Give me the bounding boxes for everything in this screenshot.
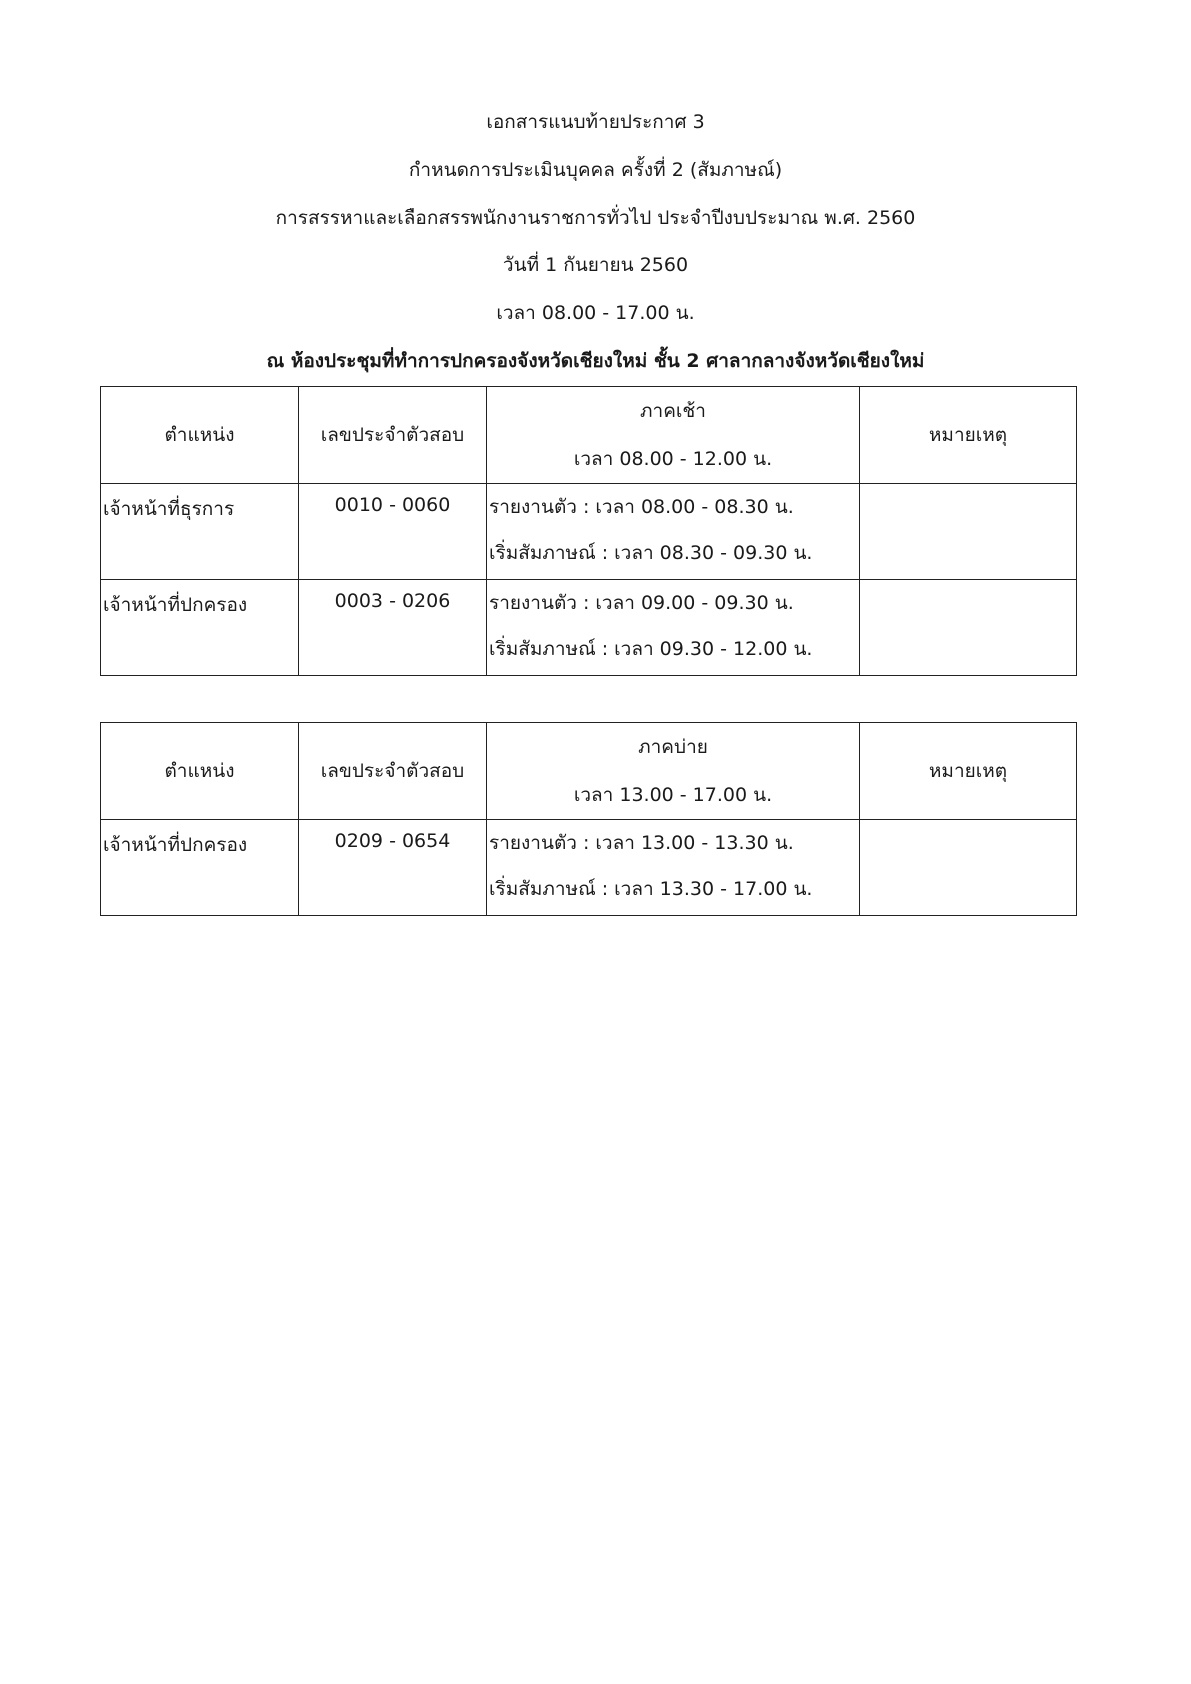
col-header-exam-id: เลขประจำตัวสอบ — [299, 387, 487, 484]
session-name: ภาคบ่าย — [638, 736, 708, 758]
remarks-cell — [860, 580, 1077, 676]
table-header-row — [101, 387, 1077, 484]
col-header-exam-id: เลขประจำตัวสอบ — [299, 723, 487, 820]
remarks-cell — [860, 820, 1077, 916]
report-time: รายงานตัว : เวลา 13.00 - 13.30 น. — [489, 832, 794, 854]
session-time: เวลา 08.00 - 12.00 น. — [573, 448, 773, 470]
morning-schedule-table — [100, 386, 1077, 676]
interview-time: เริ่มสัมภาษณ์ : เวลา 13.30 - 17.00 น. — [489, 878, 813, 900]
time-cell — [487, 820, 860, 916]
table-row — [101, 580, 1077, 676]
col-header-remarks: หมายเหตุ — [860, 723, 1077, 820]
position-cell: เจ้าหน้าที่ธุรการ — [101, 484, 299, 580]
exam-id-cell: 0003 - 0206 — [299, 580, 487, 676]
afternoon-schedule-table — [100, 722, 1077, 916]
time-cell — [487, 580, 860, 676]
header-line-2: กำหนดการประเมินบุคคล ครั้งที่ 2 (สัมภาษณ์) — [408, 159, 783, 181]
time-cell — [487, 484, 860, 580]
header-line-1: เอกสารแนบท้ายประกาศ 3 — [486, 111, 705, 133]
col-header-position: ตำแหน่ง — [101, 723, 299, 820]
header-line-3: การสรรหาและเลือกสรรพนักงานราชการทั่วไป ประจำปีงบประมาณ พ.ศ. 2560 — [275, 207, 916, 229]
report-time: รายงานตัว : เวลา 09.00 - 09.30 น. — [489, 592, 794, 614]
position-cell: เจ้าหน้าที่ปกครอง — [101, 820, 299, 916]
header-line-5: เวลา 08.00 - 17.00 น. — [496, 302, 695, 324]
interview-time: เริ่มสัมภาษณ์ : เวลา 08.30 - 09.30 น. — [489, 542, 813, 564]
exam-id-cell: 0209 - 0654 — [299, 820, 487, 916]
col-header-remarks: หมายเหตุ — [860, 387, 1077, 484]
remarks-cell — [860, 484, 1077, 580]
header-line-4: วันที่ 1 กันยายน 2560 — [502, 254, 689, 276]
col-header-position: ตำแหน่ง — [101, 387, 299, 484]
interview-time: เริ่มสัมภาษณ์ : เวลา 09.30 - 12.00 น. — [489, 638, 813, 660]
col-header-session — [487, 723, 860, 820]
table-row — [101, 820, 1077, 916]
session-name: ภาคเช้า — [640, 400, 706, 422]
header-line-6: ณ ห้องประชุมที่ทำการปกครองจังหวัดเชียงใหม่ ชั้น 2 ศาลากลางจังหวัดเชียงใหม่ — [266, 350, 925, 372]
report-time: รายงานตัว : เวลา 08.00 - 08.30 น. — [489, 496, 794, 518]
session-time: เวลา 13.00 - 17.00 น. — [573, 784, 773, 806]
position-cell: เจ้าหน้าที่ปกครอง — [101, 580, 299, 676]
col-header-session — [487, 387, 860, 484]
exam-id-cell: 0010 - 0060 — [299, 484, 487, 580]
table-row — [101, 484, 1077, 580]
table-header-row — [101, 723, 1077, 820]
